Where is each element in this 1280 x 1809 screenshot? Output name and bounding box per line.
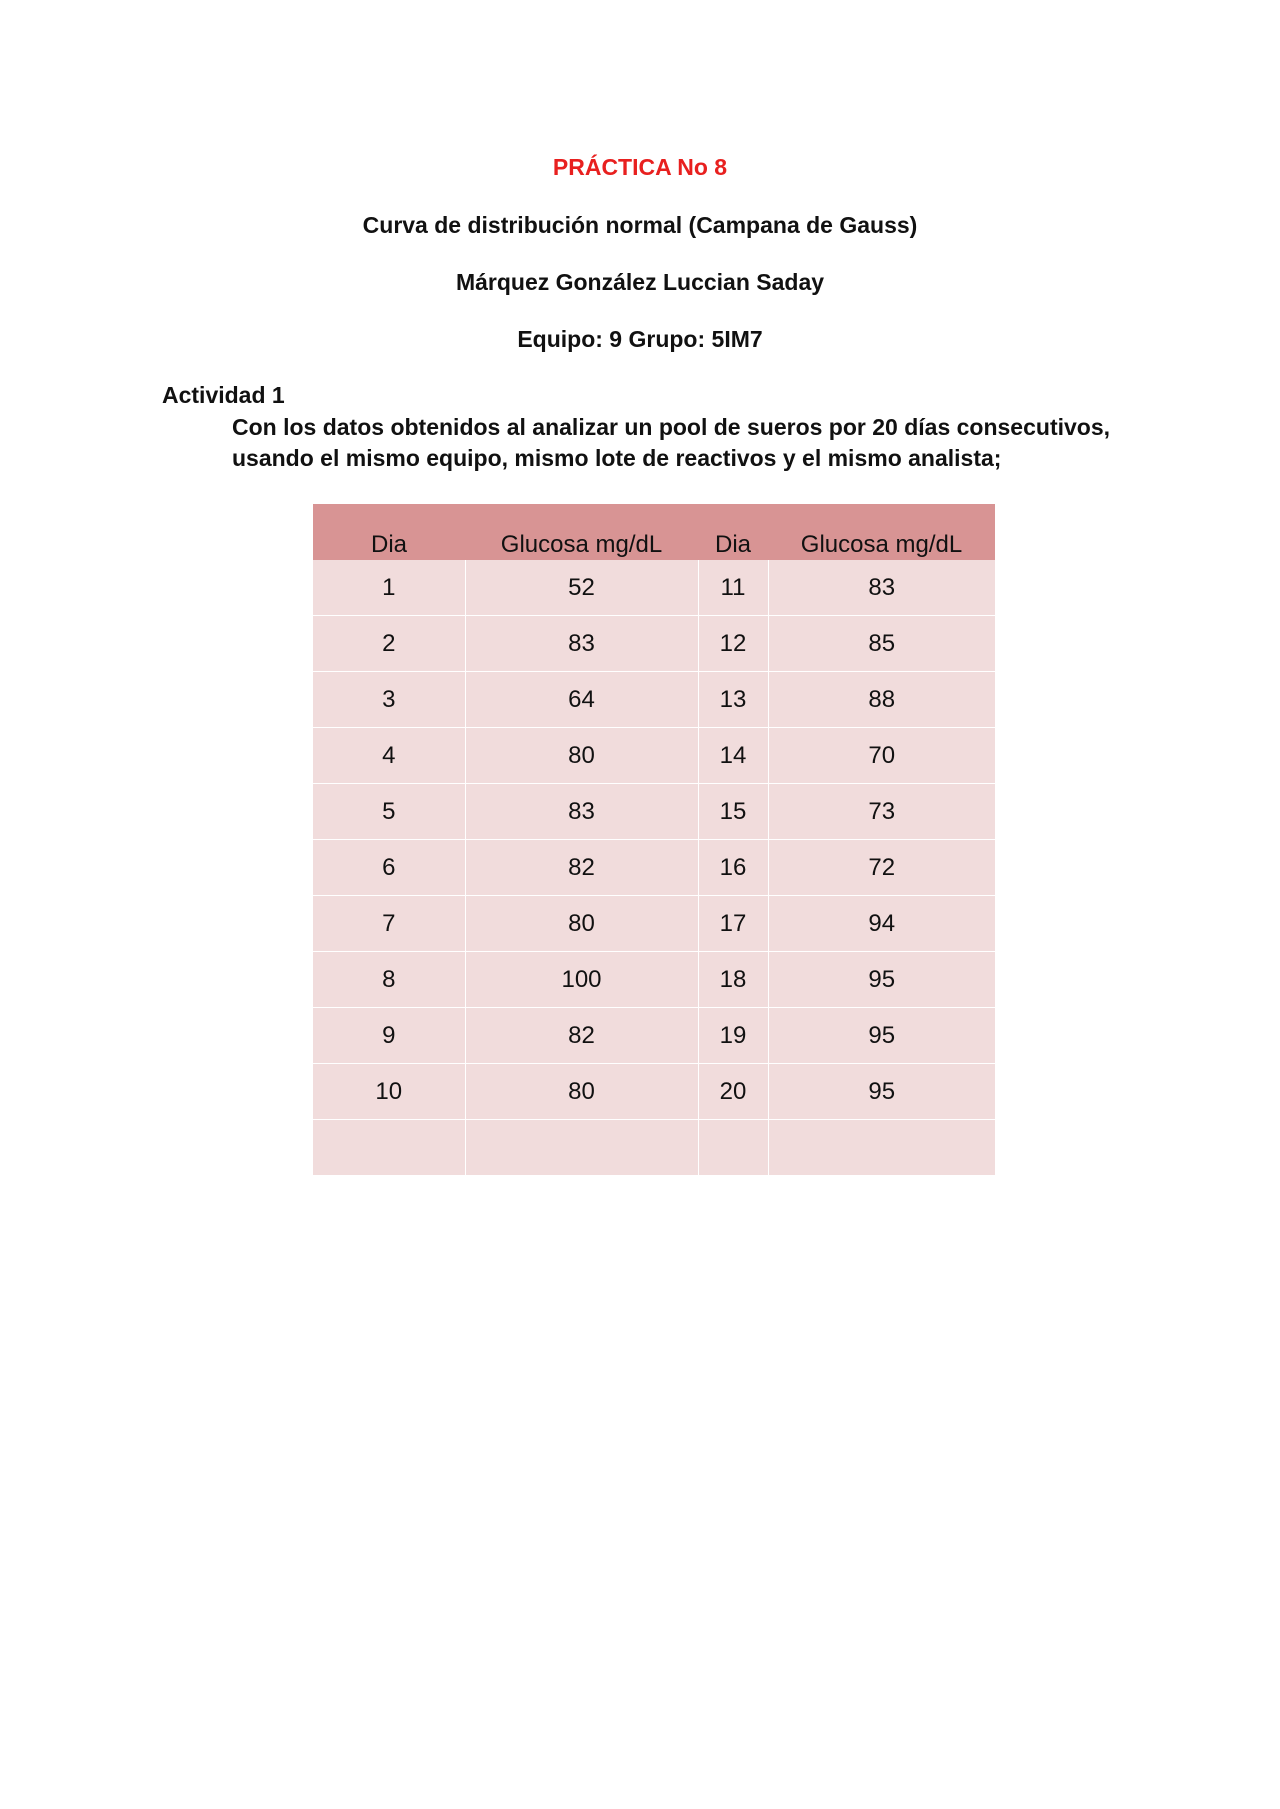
empty-cell bbox=[313, 1120, 465, 1176]
table-cell: 11 bbox=[698, 560, 768, 616]
team-group: Equipo: 9 Grupo: 5IM7 bbox=[517, 326, 763, 352]
table-cell: 2 bbox=[313, 616, 465, 672]
table-cell: 72 bbox=[768, 840, 995, 896]
table-cell: 16 bbox=[698, 840, 768, 896]
header-glucose-2: Glucosa mg/dL bbox=[768, 504, 995, 560]
table-cell: 3 bbox=[313, 672, 465, 728]
table-cell: 85 bbox=[768, 616, 995, 672]
empty-cell bbox=[768, 1120, 995, 1176]
activity-instructions: Con los datos obtenidos al analizar un pool de sueros por 20 días consecutivos, usando el mismo equipo, mismo lote de reactivos y el mismo analista; bbox=[232, 414, 1111, 471]
table-cell: 19 bbox=[698, 1008, 768, 1064]
table-cell: 52 bbox=[465, 560, 698, 616]
table-row bbox=[313, 728, 995, 784]
table-row bbox=[313, 1008, 995, 1064]
table-cell: 5 bbox=[313, 784, 465, 840]
table-cell: 7 bbox=[313, 896, 465, 952]
table-header-row bbox=[313, 504, 995, 560]
glucose-data-table bbox=[313, 504, 995, 1175]
page-title: PRÁCTICA No 8 bbox=[552, 154, 728, 180]
table-cell: 82 bbox=[465, 840, 698, 896]
table-row bbox=[313, 1064, 995, 1120]
table-cell: 18 bbox=[698, 952, 768, 1008]
header-day-2: Dia bbox=[698, 504, 768, 560]
table-cell: 20 bbox=[698, 1064, 768, 1120]
table-cell: 1 bbox=[313, 560, 465, 616]
table-row bbox=[313, 672, 995, 728]
table-cell: 83 bbox=[768, 560, 995, 616]
table-row bbox=[313, 560, 995, 616]
table-filler-row bbox=[313, 1120, 995, 1176]
table-cell: 4 bbox=[313, 728, 465, 784]
table-cell: 100 bbox=[465, 952, 698, 1008]
table-row bbox=[313, 840, 995, 896]
table-cell: 10 bbox=[313, 1064, 465, 1120]
table-cell: 80 bbox=[465, 896, 698, 952]
table-cell: 95 bbox=[768, 1064, 995, 1120]
table-cell: 94 bbox=[768, 896, 995, 952]
table-cell: 83 bbox=[465, 616, 698, 672]
table-cell: 88 bbox=[768, 672, 995, 728]
table-cell: 82 bbox=[465, 1008, 698, 1064]
table-cell: 13 bbox=[698, 672, 768, 728]
table-cell: 80 bbox=[465, 1064, 698, 1120]
table-row bbox=[313, 896, 995, 952]
table-cell: 64 bbox=[465, 672, 698, 728]
table-cell: 15 bbox=[698, 784, 768, 840]
header-day-1: Dia bbox=[313, 504, 465, 560]
table-row bbox=[313, 784, 995, 840]
table-cell: 12 bbox=[698, 616, 768, 672]
page-subtitle: Curva de distribución normal (Campana de Gauss) bbox=[362, 212, 918, 238]
table-cell: 95 bbox=[768, 952, 995, 1008]
table-cell: 6 bbox=[313, 840, 465, 896]
table-cell: 80 bbox=[465, 728, 698, 784]
author-name: Márquez González Luccian Saday bbox=[455, 269, 825, 295]
empty-cell bbox=[465, 1120, 698, 1176]
table-cell: 73 bbox=[768, 784, 995, 840]
table-cell: 14 bbox=[698, 728, 768, 784]
table-row bbox=[313, 616, 995, 672]
table-cell: 17 bbox=[698, 896, 768, 952]
table-cell: 8 bbox=[313, 952, 465, 1008]
activity-label: Actividad 1 bbox=[162, 382, 285, 408]
table-cell: 70 bbox=[768, 728, 995, 784]
table-cell: 9 bbox=[313, 1008, 465, 1064]
table-cell: 95 bbox=[768, 1008, 995, 1064]
empty-cell bbox=[698, 1120, 768, 1176]
table-cell: 83 bbox=[465, 784, 698, 840]
header-glucose-1: Glucosa mg/dL bbox=[465, 504, 698, 560]
table-row bbox=[313, 952, 995, 1008]
